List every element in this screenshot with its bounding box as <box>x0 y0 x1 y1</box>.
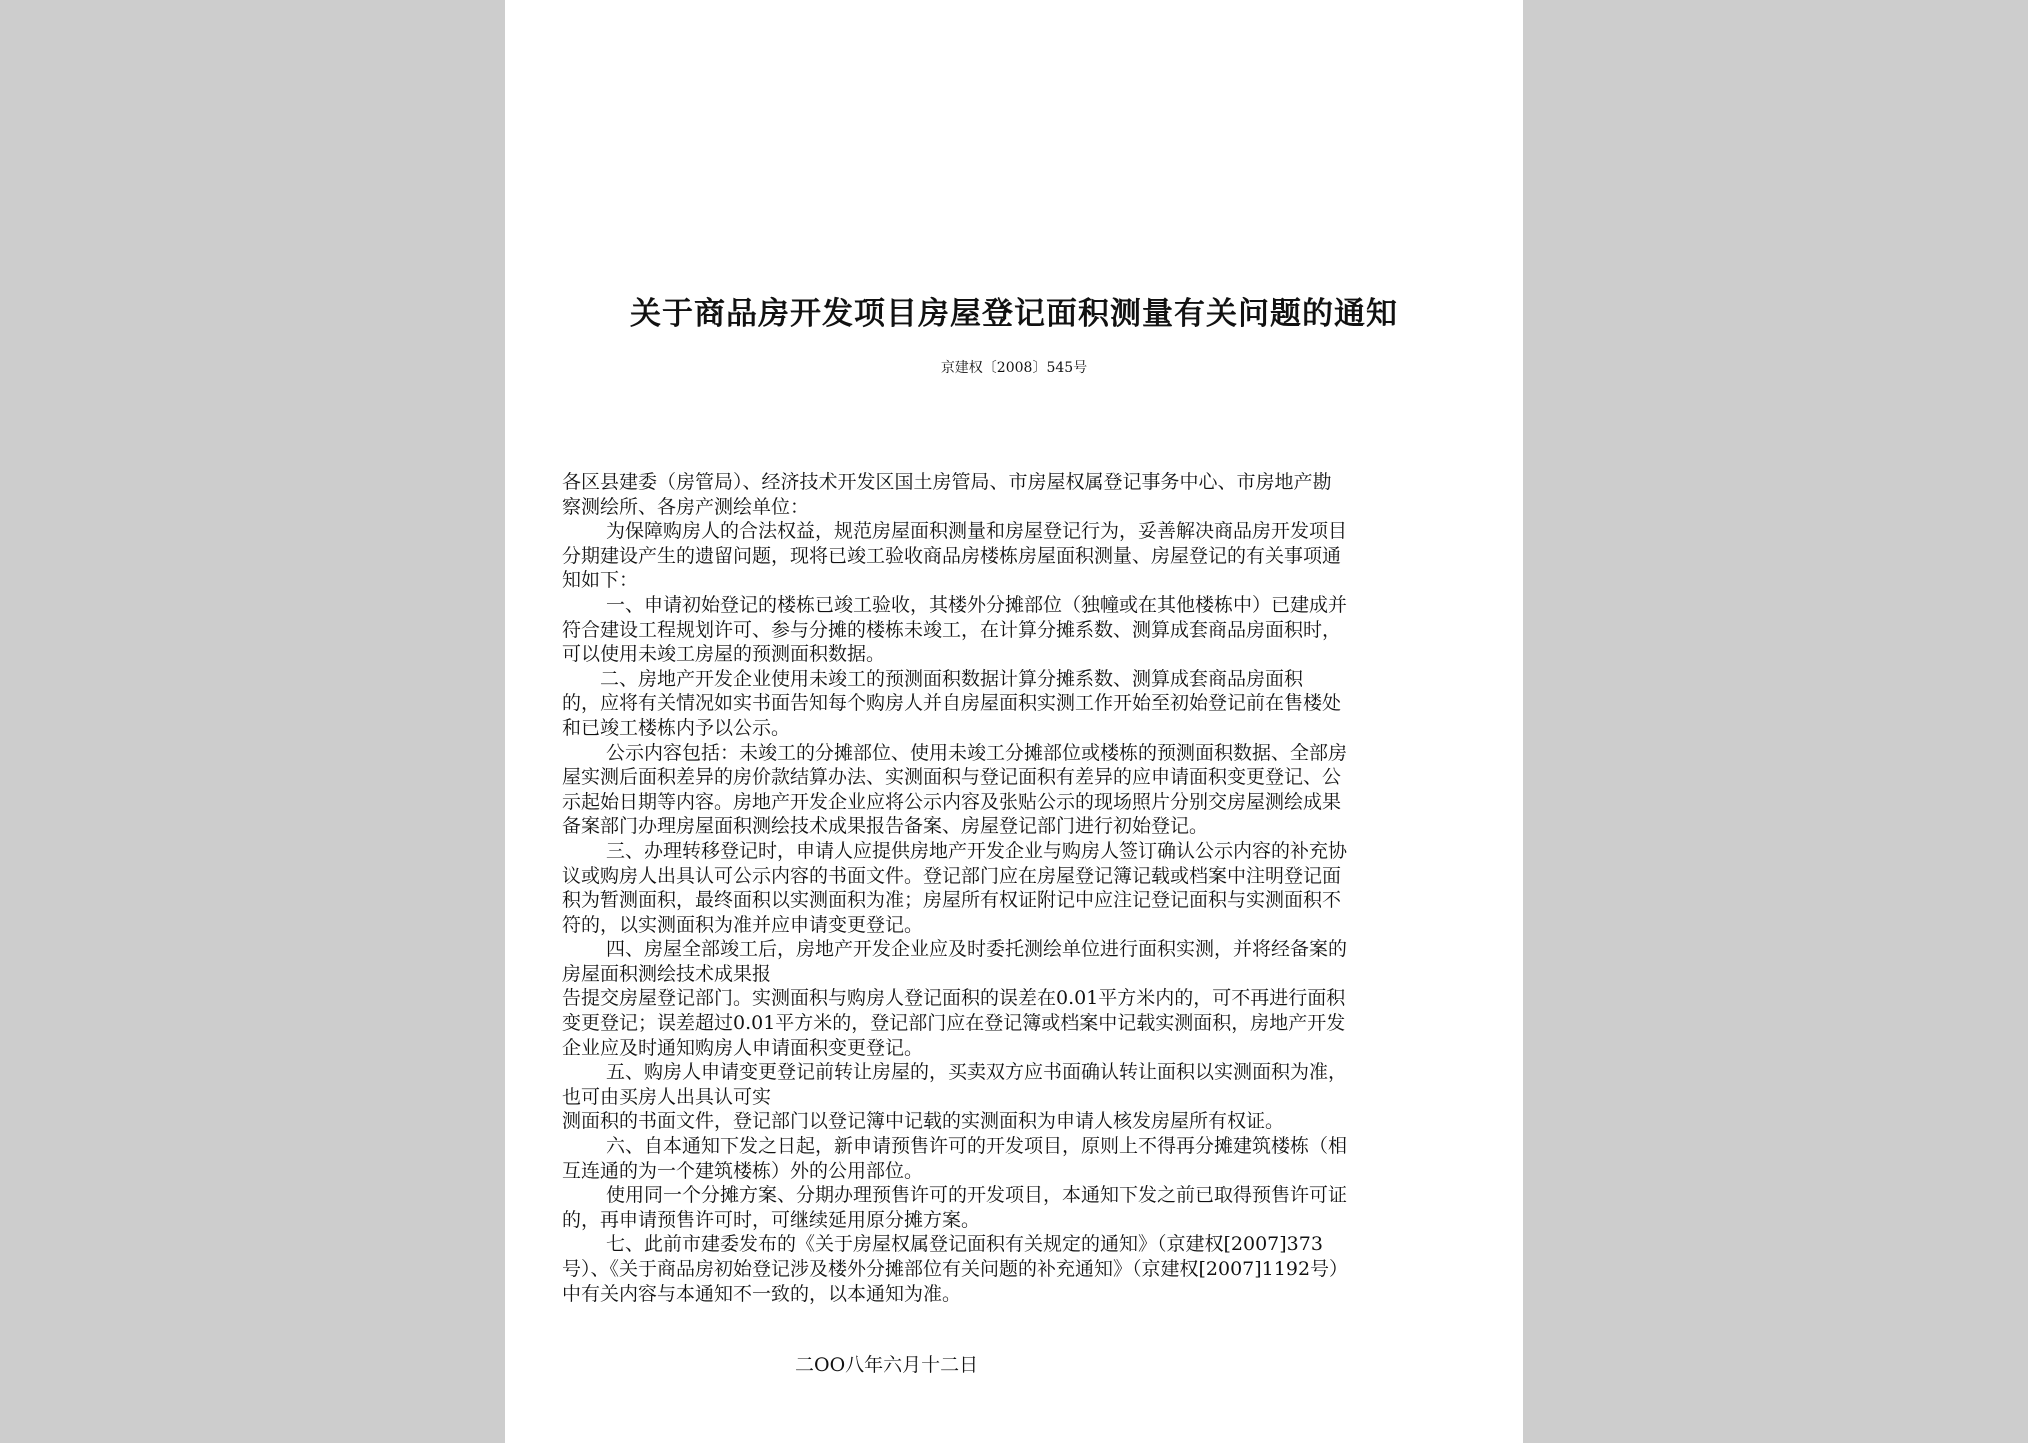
body-line: 公示内容包括：未竣工的分摊部位、使用未竣工分摊部位或楼栋的预测面积数据、全部房 <box>606 741 1348 764</box>
body-line: 五、购房人申请变更登记前转让房屋的，买卖双方应书面确认转让面积以实测面积为准， <box>606 1061 1348 1084</box>
body-line: 互连通的为一个建筑楼栋）外的公用部位。 <box>562 1159 924 1182</box>
body-line: 各区县建委（房管局）、经济技术开发区国土房管局、市房屋权属登记事务中心、市房地产勘 <box>562 471 1332 493</box>
body-line: 可以使用未竣工房屋的预测面积数据。 <box>562 643 886 666</box>
document-date: 二OO八年六月十二日 <box>795 1354 979 1376</box>
body-line: 变更登记；误差超过0.01平方米的，登记部门应在登记簿或档案中记载实测面积，房地产开发 <box>562 1012 1346 1035</box>
body-line: 的，应将有关情况如实书面告知每个购房人并自房屋面积实测工作开始至初始登记前在售楼处 <box>562 692 1342 715</box>
body-line: 七、此前市建委发布的《关于房屋权属登记面积有关规定的通知》（京建权[2007]373 <box>606 1233 1323 1256</box>
document-body <box>562 470 1472 1306</box>
body-line: 测面积的书面文件，登记部门以登记簿中记载的实测面积为申请人核发房屋所有权证。 <box>562 1110 1285 1133</box>
document-title: 关于商品房开发项目房屋登记面积测量有关问题的通知 <box>630 296 1398 332</box>
body-line: 号）、《关于商品房初始登记涉及楼外分摊部位有关问题的补充通知》（京建权[2007]1192号） <box>562 1258 1349 1280</box>
body-line: 四、房屋全部竣工后，房地产开发企业应及时委托测绘单位进行面积实测，并将经备案的 <box>606 938 1348 961</box>
body-line: 和已竣工楼栋内予以公示。 <box>562 716 791 739</box>
body-line: 二、房地产开发企业使用未竣工的预测面积数据计算分摊系数、测算成套商品房面积 <box>600 667 1304 690</box>
document-page <box>505 0 1523 1443</box>
body-line: 为保障购房人的合法权益，规范房屋面积测量和房屋登记行为，妥善解决商品房开发项目 <box>606 520 1348 543</box>
body-line: 中有关内容与本通知不一致的，以本通知为准。 <box>562 1282 962 1305</box>
body-line: 示起始日期等内容。房地产开发企业应将公示内容及张贴公示的现场照片分别交房屋测绘成果 <box>562 790 1342 813</box>
body-line: 议或购房人出具认可公示内容的书面文件。登记部门应在房屋登记簿记载或档案中注明登记面 <box>562 864 1342 887</box>
body-line: 的，再申请预售许可时，可继续延用原分摊方案。 <box>562 1208 981 1231</box>
body-line: 知如下： <box>562 569 639 592</box>
body-line: 企业应及时通知购房人申请面积变更登记。 <box>562 1036 924 1059</box>
body-line: 符的，以实测面积为准并应申请变更登记。 <box>562 913 924 936</box>
body-line: 使用同一个分摊方案、分期办理预售许可的开发项目，本通知下发之前已取得预售许可证 <box>606 1184 1348 1207</box>
body-line: 也可由买房人出具认可实 <box>562 1085 772 1108</box>
body-line: 一、申请初始登记的楼栋已竣工验收，其楼外分摊部位（独幢或在其他楼栋中）已建成并 <box>606 593 1348 616</box>
body-line: 分期建设产生的遗留问题，现将已竣工验收商品房楼栋房屋面积测量、房屋登记的有关事项通 <box>562 544 1342 567</box>
body-line: 屋实测后面积差异的房价款结算办法、实测面积与登记面积有差异的应申请面积变更登记、公 <box>562 766 1342 789</box>
body-line: 符合建设工程规划许可、参与分摊的楼栋未竣工，在计算分摊系数、测算成套商品房面积时， <box>562 618 1342 641</box>
body-line: 告提交房屋登记部门。实测面积与购房人登记面积的误差在0.01平方米内的，可不再进行面积 <box>562 987 1346 1010</box>
body-line: 备案部门办理房屋面积测绘技术成果报告备案、房屋登记部门进行初始登记。 <box>562 815 1209 838</box>
body-line: 察测绘所、各房产测绘单位： <box>562 495 810 518</box>
body-line: 房屋面积测绘技术成果报 <box>562 962 772 985</box>
body-line: 积为暂测面积，最终面积以实测面积为准；房屋所有权证附记中应注记登记面积与实测面积不 <box>562 889 1342 912</box>
body-line: 六、自本通知下发之日起，新申请预售许可的开发项目，原则上不得再分摊建筑楼栋（相 <box>606 1135 1348 1158</box>
document-number: 京建权〔2008〕545号 <box>940 360 1088 376</box>
body-line: 三、办理转移登记时，申请人应提供房地产开发企业与购房人签订确认公示内容的补充协 <box>606 839 1348 862</box>
